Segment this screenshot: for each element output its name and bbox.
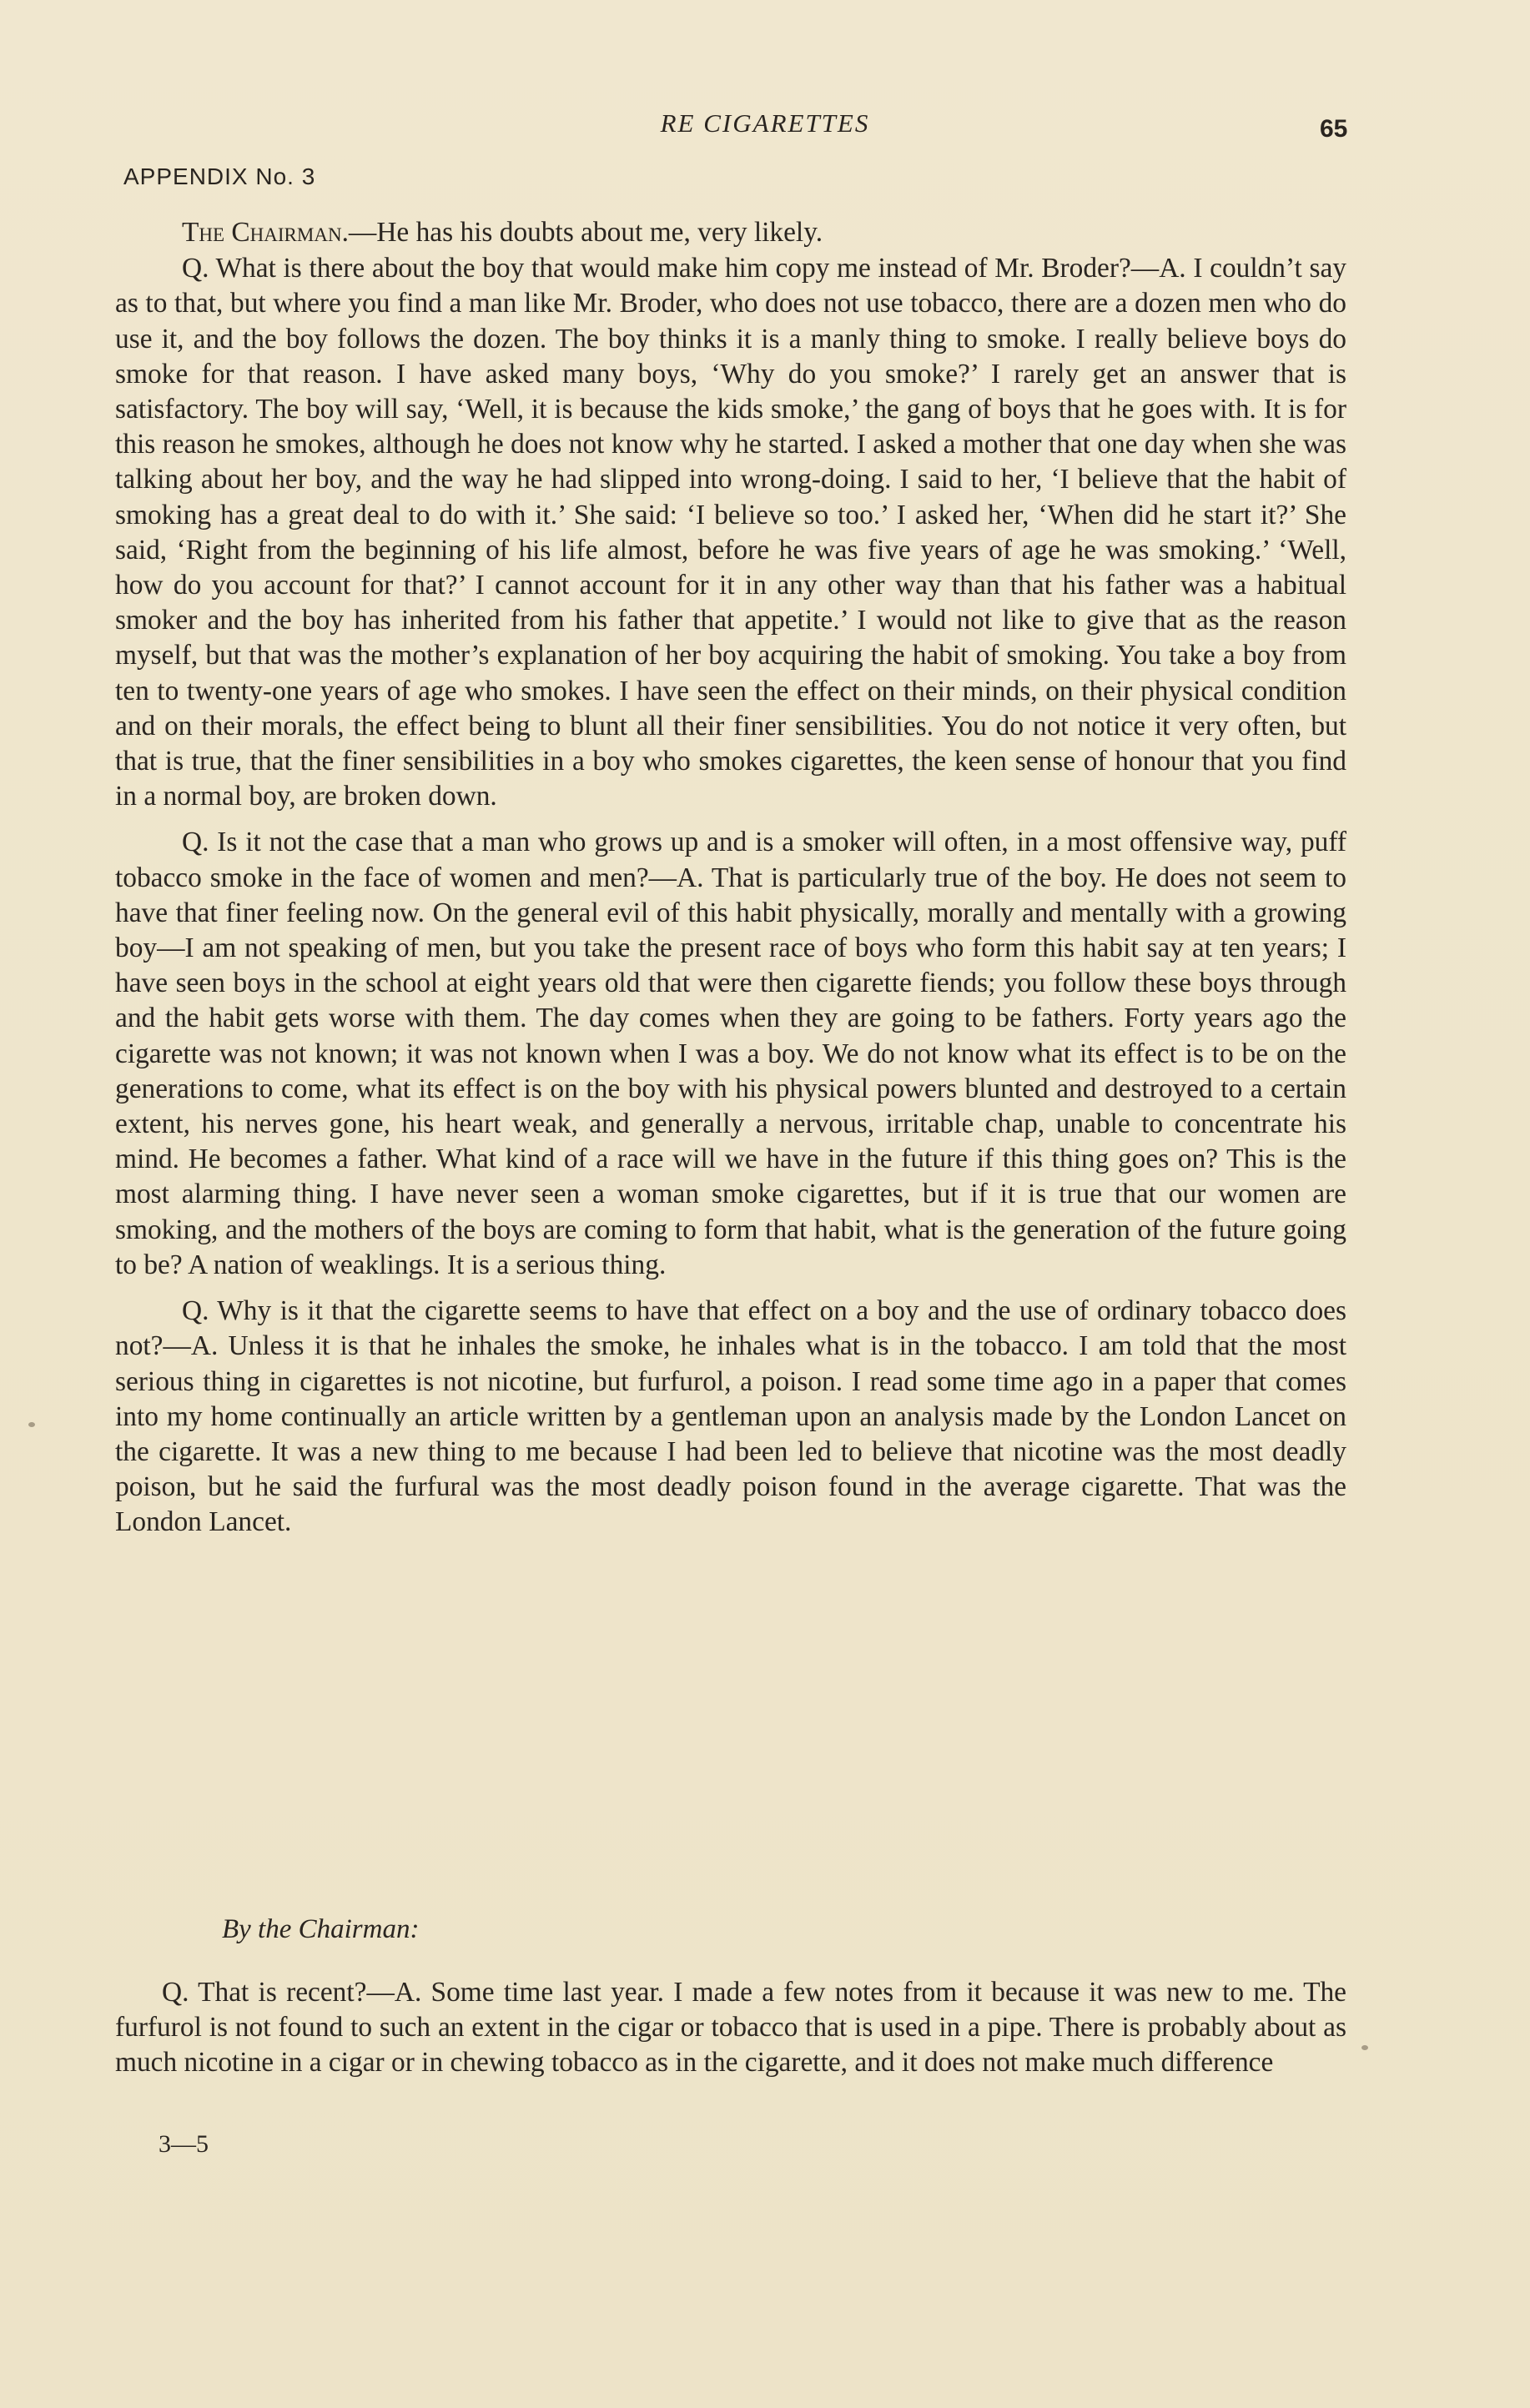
signature-mark: 3—5 xyxy=(159,2130,209,2158)
paper-speck xyxy=(1361,2045,1368,2050)
running-title: RE CIGARETTES xyxy=(660,108,870,138)
paper-speck xyxy=(28,1422,35,1427)
speaker-label: The Chairman. xyxy=(182,217,349,248)
paragraph-furfurol: Q. Why is it that the cigarette seems to have that effect on a boy and the use of ordinary tobacco does not?—A. Unless it is that he inhales the smoke, he inhales what is in the tobacco. I am told that the most serious thing in cigarettes is not nicotine, but furfurol, a poison. I read some time ago in a paper that comes into my home continually an article written by a gentleman upon an analysis made by the London Lancet on the cigarette. It was a new thing to me because I had been led to believe that nicotine was the most deadly poison, but he said the furfural was the most deadly poison found in the average cigarette. That was the London Lancet. xyxy=(115,1295,1346,1538)
body-text xyxy=(115,215,1346,1541)
paragraph-broder: Q. What is there about the boy that would make him copy me instead of Mr. Broder?—A. I couldn’t say as to that, but where you find a man like Mr. Broder, who does not use tobacco, there are a dozen men who do use it, and the boy follows the dozen. The boy thinks it is a manly thing to smoke. I really believe boys do smoke for that reason. I have asked many boys, ‘Why do you smoke?’ I rarely get an answer that is satisfactory. The boy will say, ‘Well, it is because the kids smoke,’ the gang of boys that he goes with. It is for this reason he smokes, although he does not know why he started. I asked a mother that one day when she was talking about her boy, and the way he had slipped into wrong-doing. I said to her, ‘I believe that the habit of smoking has a great deal to do with it.’ She said: ‘I believe so too.’ I asked her, ‘When did he start it?’ She said, ‘Right from the beginning of his life almost, before he was five years of age he was smoking.’ ‘Well, how do you account for that?’ I cannot account for it in any other way than that his father was a habitual smoker and the boy has inherited from his father that appetite.’ I would not like to give that as the reason myself, but that was the mother’s explanation of her boy acquiring the habit of smoking. You take a boy from ten to twenty-one years of age who smokes. I have seen the effect on their minds, on their physical condition and on their morals, the effect being to blunt all their finer sensibilities. You do not notice it very often, but that is true, that the finer sensibilities in a boy who smokes cigarettes, the keen sense of honour that you find in a normal boy, are broken down. xyxy=(115,253,1346,812)
by-chairman-heading: By the Chairman: xyxy=(222,1914,420,1944)
page-number: 65 xyxy=(1320,115,1348,143)
opening-text: —He has his doubts about me, very likely. xyxy=(348,217,823,248)
opening-line xyxy=(115,215,1346,250)
appendix-label: APPENDIX No. 3 xyxy=(123,163,316,189)
paragraph-offensive-smoke: Q. Is it not the case that a man who grows up and is a smoker will often, in a most offensive way, puff tobacco smoke in the face of women and men?—A. That is particularly true of the boy. He does not seem to have that finer feeling now. On the general evil of this habit physically, morally and mentally with a growing boy—I am not speaking of men, but you take the present race of boys who form this habit say at ten years; I have seen boys in the school at eight years old that were then cigarette fiends; you follow these boys through and the habit gets worse with them. The day comes when they are going to be fathers. Forty years ago the cigarette was not known; it was not known when I was a boy. We do not know what its effect is to be on the generations to come, what its effect is on the boy with his physical powers blunted and destroyed to a certain extent, his nerves gone, his heart weak, and generally a nervous, irritable chap, unable to concentrate his mind. He becomes a father. What kind of a race will we have in the future if this thing goes on? This is the most alarming thing. I have never seen a woman smoke cigarettes, but if it is true that our women are smoking, and the mothers of the boys are coming to form that habit, what is the generation of the future going to be? A nation of weaklings. It is a serious thing. xyxy=(115,827,1346,1280)
paragraph-recent: Q. That is recent?—A. Some time last year. I made a few notes from it because it was new to me. The furfurol is not found to such an extent in the cigar or tobacco that is used in a pipe. There is probably about as much nicotine in a cigar or in chewing tobacco as in the cigarette, and it does not make much difference xyxy=(115,1977,1346,2079)
